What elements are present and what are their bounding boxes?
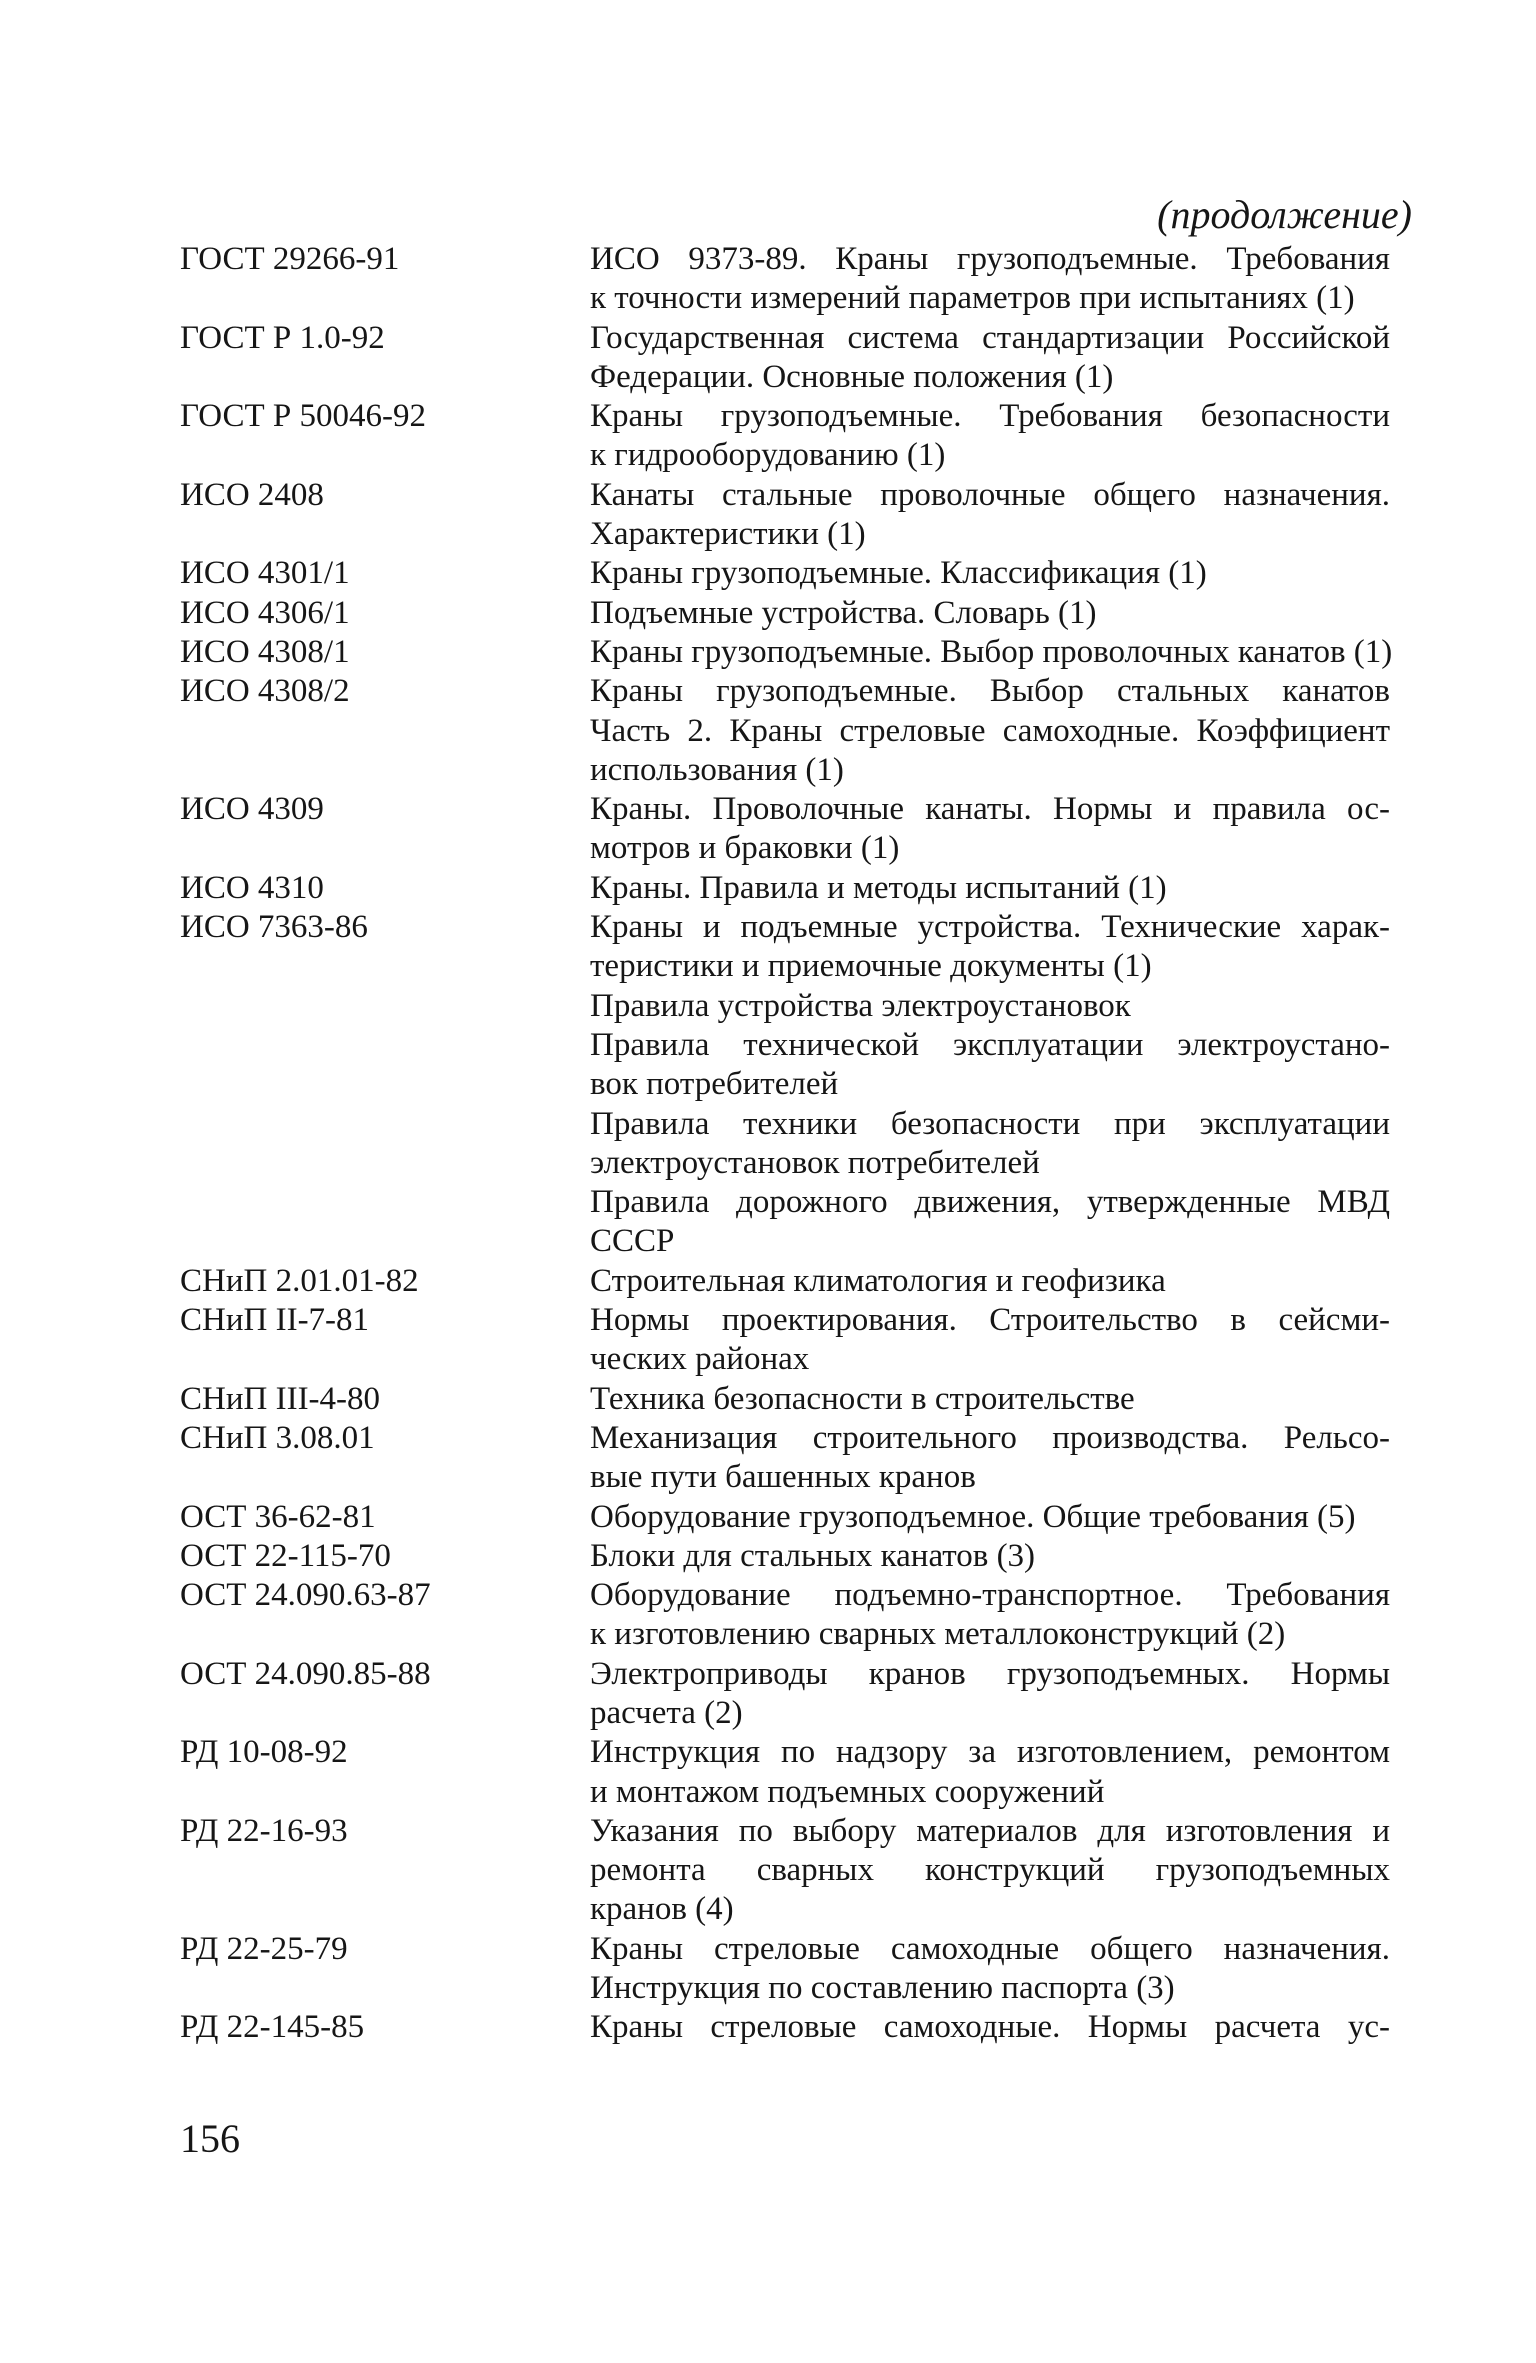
reference-code: ОСТ 24.090.85-88: [180, 1655, 431, 1692]
reference-title-line: Нормы проектирования. Строительство в сейсми-: [590, 1302, 1390, 1339]
reference-row: [180, 672, 1390, 790]
reference-title: [590, 908, 1390, 987]
reference-title: [590, 790, 1390, 869]
reference-title: [590, 397, 1390, 476]
reference-title-line: Правила устройства электроустановок: [590, 987, 1131, 1024]
reference-title-line: электроустановок потребителей: [590, 1144, 1040, 1181]
reference-title-line: Характеристики (1): [590, 516, 866, 553]
reference-title-line: Часть 2. Краны стреловые самоходные. Коэффициент: [590, 712, 1390, 749]
reference-row: [180, 2008, 1390, 2047]
reference-title-line: к гидрооборудованию (1): [590, 437, 946, 474]
reference-title-line: СССР: [590, 1223, 675, 1260]
reference-title: [590, 2008, 1390, 2047]
reference-code: ГОСТ Р 1.0-92: [180, 319, 385, 356]
reference-title-line: к изготовлению сварных металлоконструкций (2): [590, 1616, 1286, 1653]
reference-title-line: Правила технической эксплуатации электроустано-: [590, 1026, 1390, 1063]
reference-title: [590, 1105, 1390, 1184]
reference-title-line: Краны и подъемные устройства. Технические харак-: [590, 909, 1390, 946]
reference-title-line: Краны грузоподъемные. Выбор проволочных канатов (1): [590, 633, 1393, 670]
reference-row: [180, 1812, 1390, 1930]
reference-title-line: мотров и браковки (1): [590, 830, 900, 867]
reference-title: [590, 319, 1390, 398]
reference-code: ИСО 4308/2: [180, 673, 350, 710]
reference-code: ИСО 4310: [180, 869, 324, 906]
reference-title-line: Оборудование грузоподъемное. Общие требования (5): [590, 1498, 1356, 1535]
reference-title-line: кранов (4): [590, 1891, 734, 1928]
reference-title-line: расчета (2): [590, 1694, 743, 1731]
reference-title: [590, 1183, 1390, 1262]
reference-row: [180, 554, 1390, 593]
reference-row: [180, 1301, 1390, 1380]
reference-code: СНиП 2.01.01-82: [180, 1262, 419, 1299]
reference-code: ОСТ 24.090.63-87: [180, 1577, 431, 1614]
reference-title-line: Краны грузоподъемные. Выбор стальных канатов: [590, 673, 1390, 710]
reference-code: ОСТ 36-62-81: [180, 1498, 376, 1535]
reference-title-line: Краны стреловые самоходные общего назначения.: [590, 1930, 1390, 1967]
reference-title-line: ремонта сварных конструкций грузоподъемных: [590, 1852, 1390, 1889]
reference-row: [180, 790, 1390, 869]
reference-code: ОСТ 22-115-70: [180, 1537, 391, 1574]
reference-title-line: Государственная система стандартизации Российской: [590, 319, 1390, 356]
reference-title: [590, 1301, 1390, 1380]
reference-title: [590, 987, 1390, 1026]
reference-title-line: Инструкция по составлению паспорта (3): [590, 1970, 1175, 2007]
reference-row: [180, 1105, 1390, 1184]
reference-title-line: к точности измерений параметров при испытаниях (1): [590, 280, 1355, 317]
reference-title: [590, 1537, 1390, 1576]
reference-code: ИСО 4309: [180, 791, 324, 828]
reference-title-line: ческих районах: [590, 1341, 810, 1378]
reference-title-line: Краны грузоподъемные. Классификация (1): [590, 555, 1207, 592]
reference-title-line: Краны стреловые самоходные. Нормы расчета ус-: [590, 2009, 1390, 2046]
reference-row: [180, 1419, 1390, 1498]
reference-title-line: Краны. Правила и методы испытаний (1): [590, 869, 1167, 906]
reference-title: [590, 240, 1390, 319]
reference-row: [180, 594, 1390, 633]
reference-title-line: Федерации. Основные положения (1): [590, 358, 1114, 395]
reference-row: [180, 633, 1393, 672]
reference-code: ГОСТ 29266-91: [180, 241, 400, 277]
reference-row: [180, 1537, 1390, 1576]
reference-title-line: Строительная климатология и геофизика: [590, 1262, 1166, 1299]
reference-title-line: Краны грузоподъемные. Требования безопасности: [590, 398, 1390, 435]
reference-title-line: Правила дорожного движения, утвержденные МВД: [590, 1184, 1390, 1221]
reference-code: ИСО 2408: [180, 476, 324, 513]
reference-title: [590, 1812, 1390, 1930]
reference-title-line: вок потребителей: [590, 1066, 839, 1103]
reference-row: [180, 1576, 1390, 1655]
reference-title-line: Инструкция по надзору за изготовлением, ремонтом: [590, 1734, 1390, 1771]
reference-row: [180, 240, 1390, 319]
reference-title: [590, 1930, 1390, 2009]
reference-row: [180, 397, 1390, 476]
reference-title-line: Блоки для стальных канатов (3): [590, 1537, 1036, 1574]
reference-title: [590, 633, 1392, 672]
reference-code: РД 22-16-93: [180, 1812, 348, 1849]
reference-row: [180, 1655, 1390, 1734]
reference-code: СНиП II-7-81: [180, 1302, 370, 1339]
reference-title-line: Канаты стальные проволочные общего назначения.: [590, 476, 1390, 513]
reference-title-line: теристики и приемочные документы (1): [590, 948, 1152, 985]
reference-title-line: Техника безопасности в строительстве: [590, 1380, 1135, 1417]
reference-title-line: Оборудование подъемно-транспортное. Требования: [590, 1577, 1390, 1614]
reference-title: [590, 476, 1390, 555]
reference-code: ИСО 4301/1: [180, 555, 350, 592]
reference-code: ИСО 7363-86: [180, 909, 368, 946]
reference-code: ИСО 4306/1: [180, 594, 350, 631]
reference-title-line: Подъемные устройства. Словарь (1): [590, 594, 1097, 631]
reference-title: [590, 672, 1390, 790]
reference-code: РД 22-25-79: [180, 1930, 348, 1967]
reference-title: [590, 1655, 1390, 1734]
reference-code: ИСО 4308/1: [180, 633, 350, 670]
reference-row: [180, 1262, 1390, 1301]
reference-title: [590, 594, 1390, 633]
reference-row: [180, 908, 1390, 987]
page-number: 156: [180, 2116, 240, 2161]
reference-title-line: и монтажом подъемных сооружений: [590, 1773, 1105, 1810]
reference-row: [180, 987, 1390, 1026]
reference-code: РД 22-145-85: [180, 2009, 365, 2046]
reference-title-line: ИСО 9373-89. Краны грузоподъемные. Требования: [590, 241, 1390, 277]
reference-title: [590, 1262, 1390, 1301]
reference-code: ГОСТ Р 50046-92: [180, 398, 427, 435]
reference-row: [180, 1733, 1390, 1812]
reference-title: [590, 1419, 1390, 1498]
reference-code: СНиП III-4-80: [180, 1380, 381, 1417]
reference-title-line: вые пути башенных кранов: [590, 1459, 976, 1496]
reference-title: [590, 1026, 1390, 1105]
reference-row: [180, 319, 1390, 398]
reference-code: СНиП 3.08.01: [180, 1419, 375, 1456]
reference-code: РД 10-08-92: [180, 1734, 348, 1771]
reference-row: [180, 1930, 1390, 2009]
reference-title: [590, 1380, 1390, 1419]
reference-title: [590, 1498, 1390, 1537]
continuation-label: (продолжение): [1157, 192, 1412, 237]
reference-row: [180, 1183, 1390, 1262]
reference-title-line: Правила техники безопасности при эксплуатации: [590, 1105, 1390, 1142]
references-list: [180, 240, 1393, 2048]
reference-row: [180, 869, 1390, 908]
reference-row: [180, 1380, 1390, 1419]
reference-row: [180, 1026, 1390, 1105]
reference-row: [180, 1498, 1390, 1537]
reference-row: [180, 476, 1390, 555]
reference-title: [590, 1733, 1390, 1812]
reference-title: [590, 1576, 1390, 1655]
reference-title-line: Механизация строительного производства. Рельсо-: [590, 1419, 1390, 1456]
reference-title-line: использования (1): [590, 751, 844, 788]
reference-title: [590, 869, 1390, 908]
reference-title-line: Краны. Проволочные канаты. Нормы и правила ос-: [590, 791, 1390, 828]
reference-title-line: Электроприводы кранов грузоподъемных. Нормы: [590, 1655, 1390, 1692]
reference-title-line: Указания по выбору материалов для изготовления и: [590, 1812, 1390, 1849]
reference-title: [590, 554, 1390, 593]
